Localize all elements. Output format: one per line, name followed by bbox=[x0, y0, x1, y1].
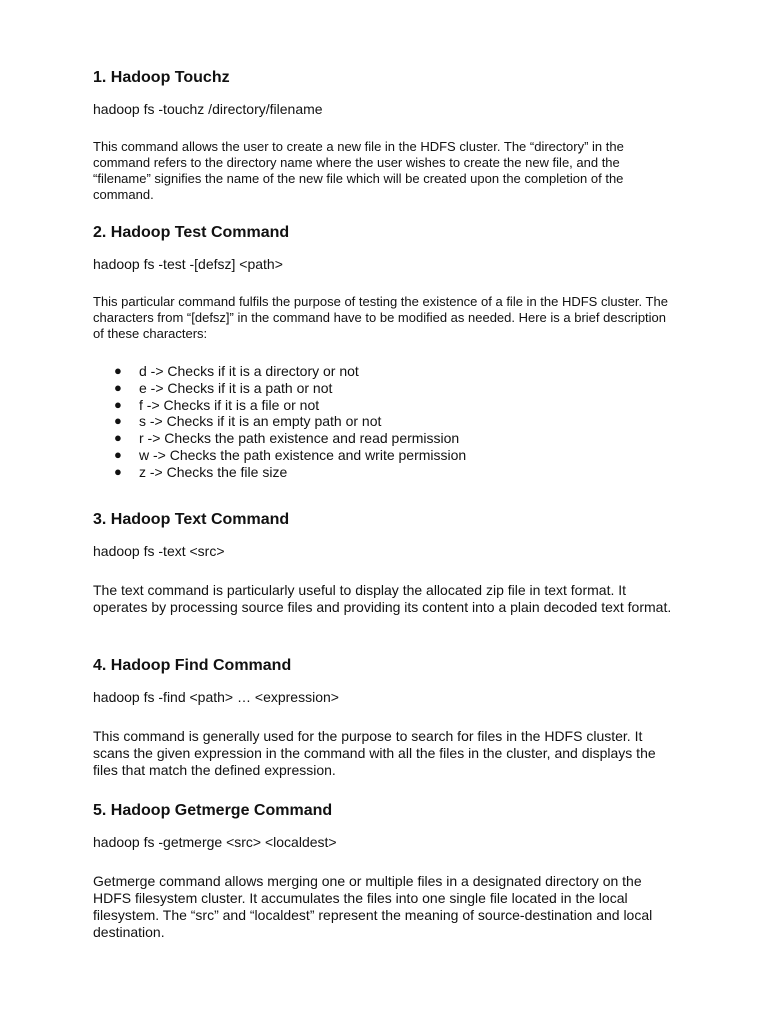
list-item bbox=[114, 464, 466, 481]
section-4-description: This command is generally used for the purpose to search for files in the HDFS cluster. It scans the given expression in the command with all the files in the cluster, and displays the files that match the defined expression. bbox=[93, 728, 656, 778]
list-item bbox=[114, 413, 466, 430]
list-item bbox=[114, 397, 466, 414]
section-3-command: hadoop fs -text <src> bbox=[93, 543, 225, 559]
list-item-text: z -> Checks the file size bbox=[139, 463, 288, 480]
bullet-dot-icon: ● bbox=[114, 463, 122, 479]
section-4-heading: 4. Hadoop Find Command bbox=[93, 657, 292, 674]
section-2-heading: 2. Hadoop Test Command bbox=[93, 224, 290, 241]
section-2-command: hadoop fs -test -[defsz] <path> bbox=[93, 256, 283, 272]
list-item-text: f -> Checks if it is a file or not bbox=[139, 396, 320, 413]
bullet-dot-icon: ● bbox=[114, 446, 122, 462]
section-1-description: This command allows the user to create a new file in the HDFS cluster. The “directory” in the command refers to the directory name where the user wishes to create the new file, and the “filename” signifies the name of the new file which will be created upon the completion of the command. bbox=[93, 139, 624, 202]
list-item-text: d -> Checks if it is a directory or not bbox=[139, 363, 359, 379]
bullet-dot-icon: ● bbox=[114, 396, 122, 412]
bullet-dot-icon: ● bbox=[114, 363, 122, 378]
section-5-heading: 5. Hadoop Getmerge Command bbox=[93, 802, 333, 819]
list-item bbox=[114, 447, 466, 464]
section-3-description: The text command is particularly useful to display the allocated zip file in text format. It operates by processing source files and providing its content into a plain decoded text format. bbox=[93, 582, 672, 615]
section-4-command: hadoop fs -find <path> … <expression> bbox=[93, 689, 339, 705]
list-item-text: w -> Checks the path existence and write permission bbox=[139, 446, 467, 463]
section-1-heading: 1. Hadoop Touchz bbox=[93, 69, 230, 86]
bullet-dot-icon: ● bbox=[114, 413, 122, 429]
section-3-heading: 3. Hadoop Text Command bbox=[93, 511, 290, 528]
section-2-description: This particular command fulfils the purpose of testing the existence of a file in the HDFS cluster. The characters from “[defsz]” in the command have to be modified as needed. Here is a brief description of these characters: bbox=[93, 294, 668, 341]
list-item bbox=[114, 363, 466, 380]
section-1-command: hadoop fs -touchz /directory/filename bbox=[93, 101, 323, 117]
list-item bbox=[114, 380, 466, 397]
list-item-text: r -> Checks the path existence and read permission bbox=[139, 430, 460, 447]
list-item-text: e -> Checks if it is a path or not bbox=[139, 379, 333, 396]
bullet-dot-icon: ● bbox=[114, 379, 122, 395]
list-item-text: s -> Checks if it is an empty path or not bbox=[139, 413, 382, 430]
list-item bbox=[114, 430, 466, 447]
section-5-command: hadoop fs -getmerge <src> <localdest> bbox=[93, 834, 337, 850]
section-5-description: Getmerge command allows merging one or multiple files in a designated directory on the HDFS filesystem cluster. It accumulates the files into one single file located in the local filesystem. The “src” and “localdest” represent the meaning of source-destination and local destination. bbox=[93, 873, 653, 940]
flag-list bbox=[114, 363, 466, 481]
bullet-dot-icon: ● bbox=[114, 430, 122, 446]
